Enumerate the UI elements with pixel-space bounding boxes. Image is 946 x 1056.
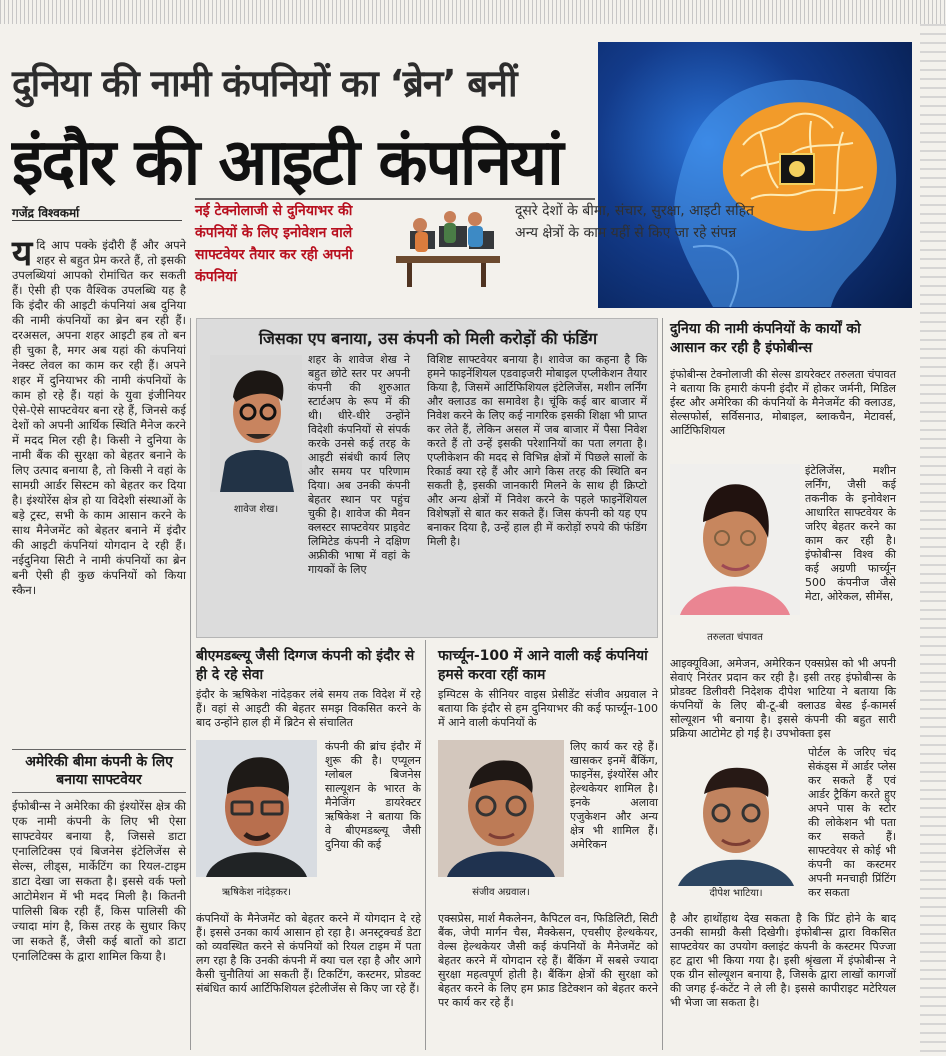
fortune-rest: एक्सप्रेस, मार्श मैकलेनन, कैपिटल वन, फिडिलिटी, सिटी बैंक, जेपी मार्गन चैस, मैक्केसन, एचसीए हेल्थकेयर, वेल्स हेल्थकेयर जैसी कई कंपनियों के मैनेजमेंट को बेहतर करने में योगदान रहे हैं। बैंकिंग में सबसे ज्यादा सुरक्षा महत्वपूर्ण होती है। बैंकिंग क्षेत्रों की सुरक्षा को बेहतर करने के लिए हम फ्राड डिटेक्शन को बेहतर करने पर कार्य कर रहे हैं। bbox=[438, 912, 658, 1009]
rishikesh-photo bbox=[196, 740, 317, 877]
top-strip bbox=[0, 0, 946, 24]
fortune-intro: इम्पिटस के सीनियर वाइस प्रेसीडेंट संजीव अग्रवाल ने बताया कि इंदौर से हम दुनियाभर की कई फार्च्यून-100 में आने वाली कंपनियों के bbox=[438, 688, 658, 729]
fortune-beside-photo: लिए कार्य कर रहे हैं। खासकर इनमें बैंकिंग, फाइनेंस, इंश्योरेंस और हेल्थकेयर शामिल है। इनके अलावा एजुकेशन और अन्य क्षेत्र भी शामिल हैं। अमेरिकन bbox=[570, 740, 658, 851]
deepesh-photo bbox=[670, 746, 802, 886]
deck-left-text: नई टेक्नोलाजी से दुनियाभर की कंपनियों के लिए इनोवेशन वाले साफ्टवेयर तैयार कर रही अपनी कंपनियां bbox=[195, 203, 353, 285]
infobeans-beside-photo-2: पोर्टल के जरिए चंद सेकंड्स में आर्डर प्लेस कर सकते हैं एवं आर्डर ट्रैकिंग करते हुए अपने पास के स्टोर की लोकेशन भी पता कर सकते हैं। साफ्टवेयर से कोई भी कंपनी का कस्टमर अपनी मनचाही प्रिंटिंग कर सकता bbox=[808, 746, 896, 899]
headline-small: दुनिया की नामी कंपनियों का ‘ब्रेन’ बनीं bbox=[12, 62, 517, 105]
infobeans-headline: दुनिया की नामी कंपनियों के कार्यों को आसान कर रही है इंफोबीन्स bbox=[670, 321, 861, 356]
lead-text: दि आप पक्के इंदौरी हैं और अपने शहर से बहुत प्रेम करते हैं, तो इसकी उपलब्धियां आपको रोमांचित कर सकती हैं। ऐसी ही एक वैश्विक उपलब्धि यह है कि इंदौर की आइटी कंपनियां अब दुनिया की नामी कंपनियों का ब्रेन बन रही हैं। दरअसल, अपना शहर आइटी हब तो बन ही चुका है, मगर अब यहां की कंपनियां नेक्स्ट लेवल का काम कर रही हैं। अपने शहर में दुनियाभर की नामी कंपनियों के काम हो रहे हैं। यहां के युवा इंजीनियर ऐसे-ऐसे साफ्टवेयर बना रहे हैं, जिनसे कई देशों को अपनी आर्थिक स्थिति मैनेज करने में मदद मिल रही है। किसी ने दुनिया के नामी बैंक की सुरक्षा को बेहतर बनाने के लिए उत्पाद बनाया है, तो किसी ने वहां के सामग्री आर्डर सिस्टम को बेहतर कर दिया है। इंश्योरेंस क्षेत्र हो या विदेशी संस्थाओं के बड़े ट्रस्ट, सभी के काम आसान करने के साथ मैनेजमेंट को बेहतर बनाने में इंदौर की आइटी कंपनियां योगदान दे रही हैं। नईदुनिया सिटी ने नामी कंपनियों का ब्रेन बनी ऐसी ही कुछ कंपनियों को किया स्कैन। bbox=[12, 238, 186, 597]
infobeans-middle: आइक्यूविआ, अमेजन, अमेरिकन एक्सप्रेस को भी अपनी सेवाएं निरंतर प्रदान कर रही है। इसी तरह इंफोबीन्स के प्रोडक्ट डिलीवरी निदेशक दीपेश भाटिया ने बताया कि कंपनियों के लिए बी-टू-बी क्लाउड बेस्ड ई-कामर्स सोल्यूशन भी बनाया है। इससे कंपनी की बहुत सारी प्रक्रिया आटोमेट हो गई है। उपभोक्ता इस bbox=[670, 657, 896, 740]
lead-article bbox=[12, 233, 186, 598]
tarulata-photo bbox=[670, 464, 800, 615]
infobeans-intro: इंफोबीन्स टेक्नोलाजी की सेल्स डायरेक्टर तरुलता चंपावत ने बताया कि हमारी कंपनी इंदौर में होकर जर्मनी, मिडिल ईस्ट और अमेरिका की कंपनियों के मैनेजमेंट की क्लाउड, सेल्सफोर्स, सर्विसनाउ, मोबाइल, ब्लाकचैन, मेटावर्स, आर्टिफिशियल bbox=[670, 368, 896, 437]
drop-cap: य bbox=[12, 233, 33, 274]
headline-main: इंदौर की आइटी कंपनियां bbox=[12, 126, 562, 200]
funding-headline: जिसका एप बनाया, उस कंपनी को मिली करोड़ों की फंडिंग bbox=[258, 329, 598, 348]
infobeans-beside-photo-1: इंटेलिजेंस, मशीन लर्निंग, जैसी कई तकनीक के इनोवेशन आधारित साफ्टवेयर के जरिए बेहतर करने का काम कर रही है। इंफोबीन्स विश्व की कई अग्रणी फार्च्यून 500 कंपनीज जैसे मेटा, ओरेकल, सीमेंस, bbox=[805, 464, 896, 603]
tarulata-caption: तरुलता चंपावत bbox=[707, 632, 763, 643]
sanjiv-caption: संजीव अग्रवाल। bbox=[472, 887, 530, 898]
right-edge-strip bbox=[920, 24, 946, 1056]
portrait-photo bbox=[210, 355, 302, 492]
funding-photo-caption: शावेज शेख। bbox=[233, 504, 279, 515]
deepesh-caption: दीपेश भाटिया। bbox=[709, 888, 763, 899]
fortune-headline: फार्च्यून-100 में आने वाली कई कंपनियां हमसे करवा रहीं काम bbox=[438, 648, 648, 683]
infobeans-rest: है और हाथोंहाथ देख सकता है कि प्रिंट होने के बाद उनकी सामग्री कैसी दिखेगी। इंफोबीन्स द्वारा विकसित साफ्टवेयर का उपयोग क्लाइंट कंपनी के कस्टमर पिज्जा हट द्वारा भी किया गया है। इसी श्रृंखला में इंफोबीन्स ने एक ग्रीन सोल्यूशन बनाया है, जिसके द्वारा लाखों कागजों की जगह ई-कंटेंट ने ले ली है। इससे कापीराइट मटेरियल भी भेजा जा सकता है। bbox=[670, 912, 896, 1009]
byline-rule bbox=[12, 220, 182, 221]
column-divider-right bbox=[662, 318, 663, 1050]
bmw-intro: इंदौर के ऋषिकेश नांदेड़कर लंबे समय तक विदेश में रहे हैं। वहां से आइटी की बेहतर समझ विकसित करने के बाद उन्होंने हाल ही में ब्रिटेन से संचालित bbox=[196, 688, 421, 729]
deck-panel bbox=[195, 198, 755, 308]
deck-right-text: दूसरे देशों के बीमा, संचार, सुरक्षा, आइटी सहित अन्य क्षेत्रों के काम यहीं से किए जा रहे संपन्न bbox=[515, 203, 755, 241]
bmw-rest: कंपनियों के मैनेजमेंट को बेहतर करने में योगदान दे रहे हैं। इससे उनका कार्य आसान हो रहा है। अनस्ट्रक्चर्ड डेटा को व्यवस्थित करने से कंपनियों को रियल टाइम में पता लग रहा है कि उनकी कंपनी में क्या चल रहा है और आगे कैसी चुनौतियां आ सकती हैं। टिकटिंग, कस्टमर, प्रोडक्ट संबंधित कार्य आर्टिफिशियल इंटेलीजेंस से किए जा रहे हैं। bbox=[196, 912, 421, 995]
byline: गजेंद्र विश्वकर्मा bbox=[12, 206, 80, 220]
rishikesh-caption: ऋषिकेश नांदेड़कर। bbox=[222, 887, 291, 898]
brain-illustration bbox=[598, 42, 912, 308]
column-divider-left bbox=[190, 318, 191, 1050]
column-divider-middle bbox=[425, 640, 426, 1050]
bmw-headline: बीएमडब्ल्यू जैसी दिग्गज कंपनी को इंदौर से ही दे रहे सेवा bbox=[196, 648, 415, 683]
office-desk-illustration bbox=[391, 207, 506, 293]
bmw-beside-photo: कंपनी की ब्रांच इंदौर में शुरू की है। एप्यूलन ग्लोबल बिजनेस साल्यूशन के भारत के मैनेजिंग डायरेक्टर ऋषिकेश ने बताया कि वे बीएमडब्ल्यू जैसी दुनिया की कई bbox=[325, 740, 421, 851]
side-headline: अमेरिकी बीमा कंपनी के लिए बनाया साफ्टवेयर bbox=[12, 749, 186, 793]
funding-column-2: विशिष्ट साफ्टवेयर बनाया है। शावेज का कहना है कि हमने फाइनेंशियल एडवाइजरी मोबाइल एप्लीकेशन तैयार किया है, जिसमें आर्टिफिशियल इंटेलिजेंस, मशीन लर्निंग और क्लाउड का समावेश है। चूंकि कई बार बाजार में निवेश करने के लिए कई नागरिक इसकी शिक्षा भी प्राप्त कर लेते हैं, लेकिन असल में जब बाजार में पैसा निवेश करते हैं तो उन्हें इसकी परेशानियों का पता लगता है। एप्लीकेशन की मदद से विभिन्न क्षेत्रों में पिछले सालों के रिकार्ड क्या रहे हैं और आगे किस तरह की स्थिति बन सकती है, इसकी जानकारी मिलने के साथ ही क्रिप्टो और अन्य क्षेत्रों में निवेश करने के पहले फाइनेंशियल विशेषज्ञों से बात कर सकते हैं। जिस कंपनी को यह एप बनाकर दिया है, उन्हें हाल ही में करोड़ों रुपये की फंडिंग मिली है। bbox=[427, 353, 647, 548]
side-article: ईफोबीन्स ने अमेरिका की इंश्योरेंस क्षेत्र की एक नामी कंपनी के लिए भी ऐसा साफ्टवेयर बनाया है, जिससे डाटा एनालिटिक्स एवं बिजनेस इंटेलिजेंस से सेल्स, लीड्स, मार्केटिंग का रियल-टाइम डाटा देखा जा सकता है। इससे वर्क फ्लो आटोमेशन में भी मदद मिली है। कितनी पालिसी बिक रही हैं, किस पालिसी की ज्यादा मांग है, किस तरह के सुधार किए जा सकते हैं, जैसी कई बातों को डाटा एनालिटिक्स के द्वारा शामिल किया है। bbox=[12, 799, 186, 963]
sanjiv-photo bbox=[438, 740, 564, 877]
funding-box bbox=[196, 318, 658, 638]
funding-column-1: शहर के शावेज शेख ने बहुत छोटे स्तर पर अपनी कंपनी की शुरुआत स्टार्टअप के रूप में की थी। धीरे-धीरे उन्होंने विदेशी कंपनियों से संपर्क करके उनसे कई तरह के आइटी संबंधी कार्य लिए और समय पर परिणाम दिया। अब उनकी कंपनी बेहतर स्थान पर पहुंच चुकी है। शावेज की मैवन क्लस्टर साफ्टवेयर प्राइवेट लिमिटेड कंपनी ने दक्षिण अफ्रीकी भाषा में वहां के गायकों के लिए bbox=[308, 353, 410, 576]
